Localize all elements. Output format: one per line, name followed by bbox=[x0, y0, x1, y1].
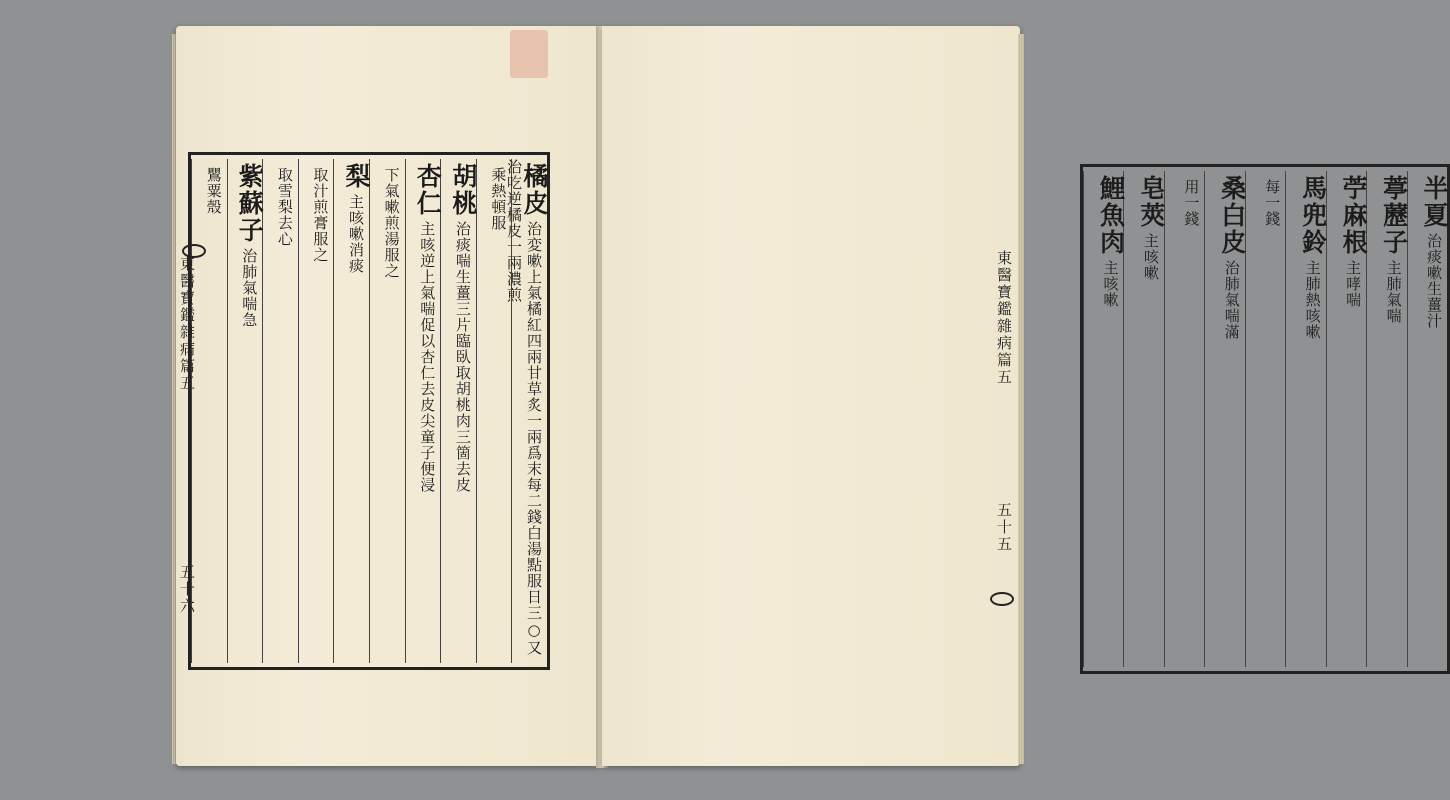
right-column bbox=[1083, 171, 1126, 667]
entry-annotation: 治肺氣喘滿 bbox=[1222, 260, 1241, 340]
left-column bbox=[476, 159, 512, 663]
left-page bbox=[176, 26, 600, 766]
right-column bbox=[1123, 171, 1166, 667]
entry-annotation: 下氣嗽煎湯服之 bbox=[382, 167, 401, 279]
red-seal-stamp bbox=[510, 30, 548, 78]
left-column bbox=[369, 159, 405, 663]
entry-annotation: 乘熱頓服 bbox=[489, 167, 508, 231]
entry-heading: 橘皮 bbox=[520, 163, 549, 217]
entry-annotation: 主肺熱咳嗽 bbox=[1303, 260, 1322, 340]
entry-heading: 杏仁 bbox=[413, 163, 443, 217]
page-edges-right bbox=[1018, 34, 1024, 764]
right-column bbox=[1366, 171, 1409, 667]
right-column bbox=[1245, 171, 1285, 667]
entry-annotation: 取汁煎膏服之 bbox=[311, 167, 330, 263]
right-column bbox=[1285, 171, 1328, 667]
left-margin-title: 東醫寶鑑雜病篇五 bbox=[178, 256, 196, 392]
entry-heading: 梨 bbox=[342, 163, 371, 190]
right-column bbox=[1164, 171, 1204, 667]
left-column bbox=[440, 159, 476, 663]
entry-heading: 苧麻根 bbox=[1339, 175, 1369, 256]
entry-annotation: 主咳逆上氣喘促以杏仁去皮尖童子便浸 bbox=[418, 221, 437, 493]
left-column bbox=[333, 159, 369, 663]
entry-annotation: 治変嗽上氣橘紅四兩甘草炙一兩爲末每二錢白湯點服日三○又治吃逆橘皮一兩濃煎 bbox=[505, 159, 543, 656]
entry-heading: 葶藶子 bbox=[1379, 175, 1409, 256]
fish-tail-ornament bbox=[990, 592, 1014, 606]
entry-heading: 桑白皮 bbox=[1217, 175, 1247, 256]
right-margin-title: 東醫寶鑑雜病篇五 bbox=[995, 250, 1013, 386]
entry-annotation: 每一錢 bbox=[1263, 179, 1282, 227]
entry-annotation: 治肺氣喘急 bbox=[240, 248, 259, 328]
entry-annotation: 主哮喘 bbox=[1344, 260, 1363, 308]
right-text-frame bbox=[1080, 164, 1450, 674]
right-page bbox=[602, 26, 1449, 766]
entry-heading: 鯉魚肉 bbox=[1096, 175, 1126, 256]
left-folio-number: 五十六 bbox=[178, 564, 196, 615]
entry-annotation: 主咳嗽消痰 bbox=[347, 194, 365, 274]
left-column bbox=[405, 159, 441, 663]
entry-annotation: 主肺氣喘 bbox=[1384, 260, 1403, 324]
entry-annotation: 主咳嗽 bbox=[1141, 233, 1160, 281]
right-folio-number: 五十五 bbox=[995, 502, 1013, 553]
entry-annotation: 用一錢 bbox=[1182, 179, 1201, 227]
entry-heading: 胡桃 bbox=[448, 163, 478, 217]
entry-heading: 皂莢 bbox=[1136, 175, 1166, 229]
left-column bbox=[262, 159, 298, 663]
entry-annotation: 鸎粟殼 bbox=[204, 167, 223, 215]
entry-annotation: 治痰嗽生薑汁 bbox=[1425, 233, 1443, 329]
entry-annotation: 取雪梨去心 bbox=[275, 167, 294, 247]
right-column bbox=[1204, 171, 1247, 667]
left-column bbox=[227, 159, 263, 663]
right-column bbox=[1407, 171, 1447, 667]
entry-annotation: 治痰喘生薑三片臨臥取胡桃肉三箇去皮 bbox=[453, 221, 472, 493]
left-text-frame bbox=[188, 152, 550, 670]
entry-heading: 半夏 bbox=[1420, 175, 1449, 229]
right-column bbox=[1326, 171, 1369, 667]
fish-tail-ornament bbox=[182, 244, 206, 258]
entry-annotation: 主咳嗽 bbox=[1101, 260, 1120, 308]
left-column bbox=[298, 159, 334, 663]
entry-heading: 紫蘇子 bbox=[235, 163, 265, 244]
open-book bbox=[172, 26, 1449, 778]
entry-heading: 馬兜鈴 bbox=[1298, 175, 1328, 256]
left-column bbox=[505, 159, 549, 663]
